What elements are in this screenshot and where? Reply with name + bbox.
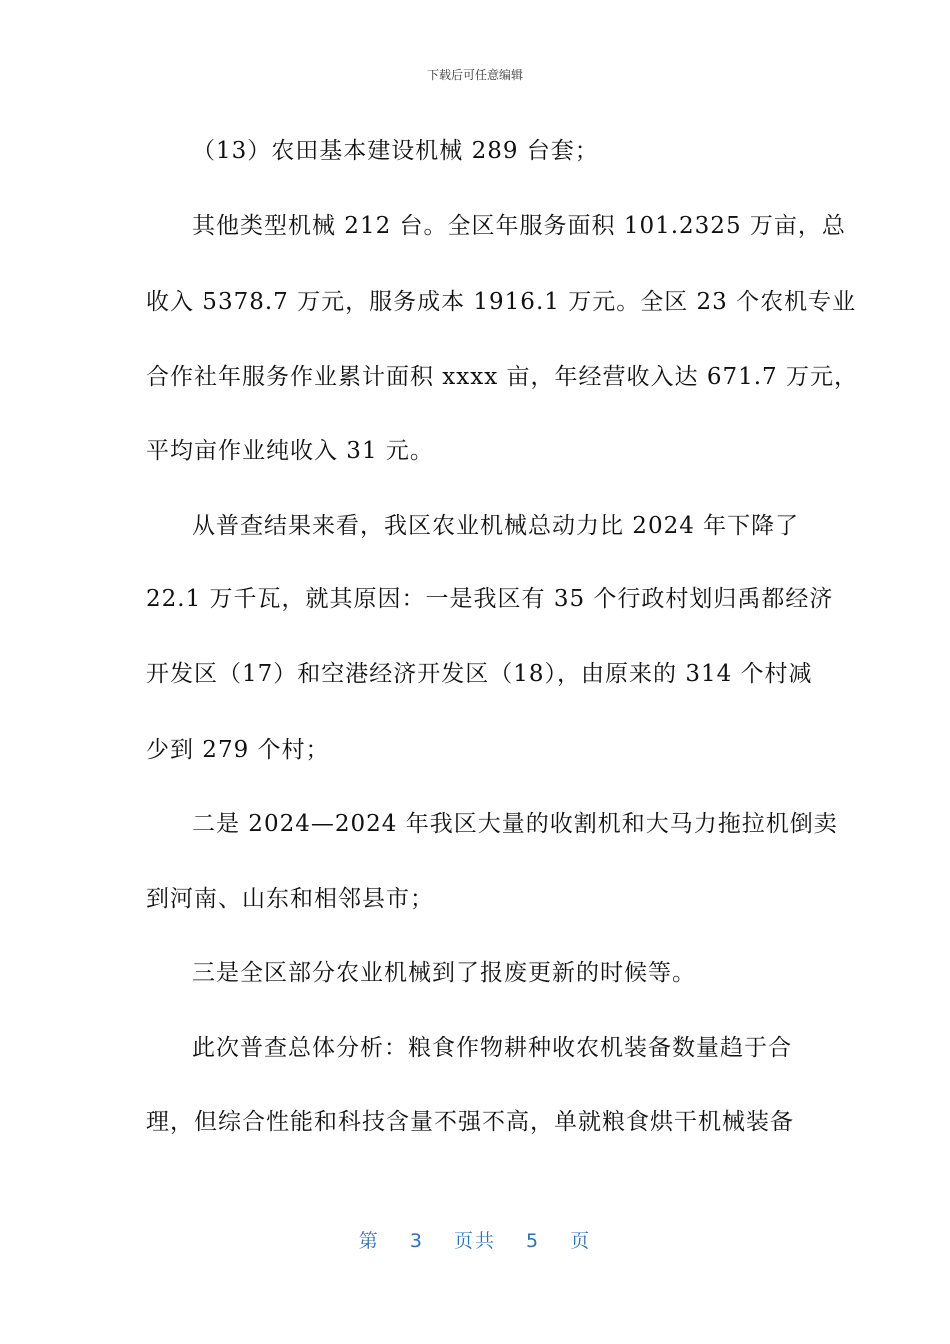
text-line: 22.1 万千瓦，就其原因：一是我区有 35 个行政村划归禹都经济 — [146, 586, 834, 612]
text-line: 开发区（17）和空港经济开发区（18），由原来的 314 个村减 — [146, 661, 813, 687]
text-line: 理，但综合性能和科技含量不强不高，单就粮食烘干机械装备 — [146, 1109, 794, 1135]
page-footer — [0, 1226, 950, 1253]
text-line: 二是 2024—2024 年我区大量的收割机和大马力拖拉机倒卖 — [192, 811, 838, 837]
text-line: 收入 5378.7 万元，服务成本 1916.1 万元。全区 23 个农机专业 — [146, 289, 857, 315]
text-line: 此次普查总体分析：粮食作物耕种收农机装备数量趋于合 — [192, 1035, 792, 1061]
text-line: 三是全区部分农业机械到了报废更新的时候等。 — [192, 960, 696, 986]
text-line: 合作社年服务作业累计面积 xxxx 亩，年经营收入达 671.7 万元， — [146, 364, 858, 390]
text-line: 到河南、山东和相邻县市； — [146, 886, 434, 912]
text-line: 从普查结果来看，我区农业机械总动力比 2024 年下降了 — [192, 513, 800, 539]
current-page-number: 3 — [409, 1230, 424, 1252]
header-note: 下载后可任意编辑 — [426, 68, 523, 82]
footer-suffix: 页 — [570, 1230, 592, 1252]
text-line: 少到 279 个村； — [146, 737, 330, 763]
footer-prefix: 第 — [358, 1230, 380, 1252]
text-line: 其他类型机械 212 台。全区年服务面积 101.2325 万亩，总 — [192, 213, 846, 239]
text-line: 平均亩作业纯收入 31 元。 — [146, 438, 434, 464]
footer-middle: 页共 — [453, 1230, 496, 1252]
total-pages-number: 5 — [526, 1230, 541, 1252]
text-line: （13）农田基本建设机械 289 台套； — [192, 138, 599, 164]
